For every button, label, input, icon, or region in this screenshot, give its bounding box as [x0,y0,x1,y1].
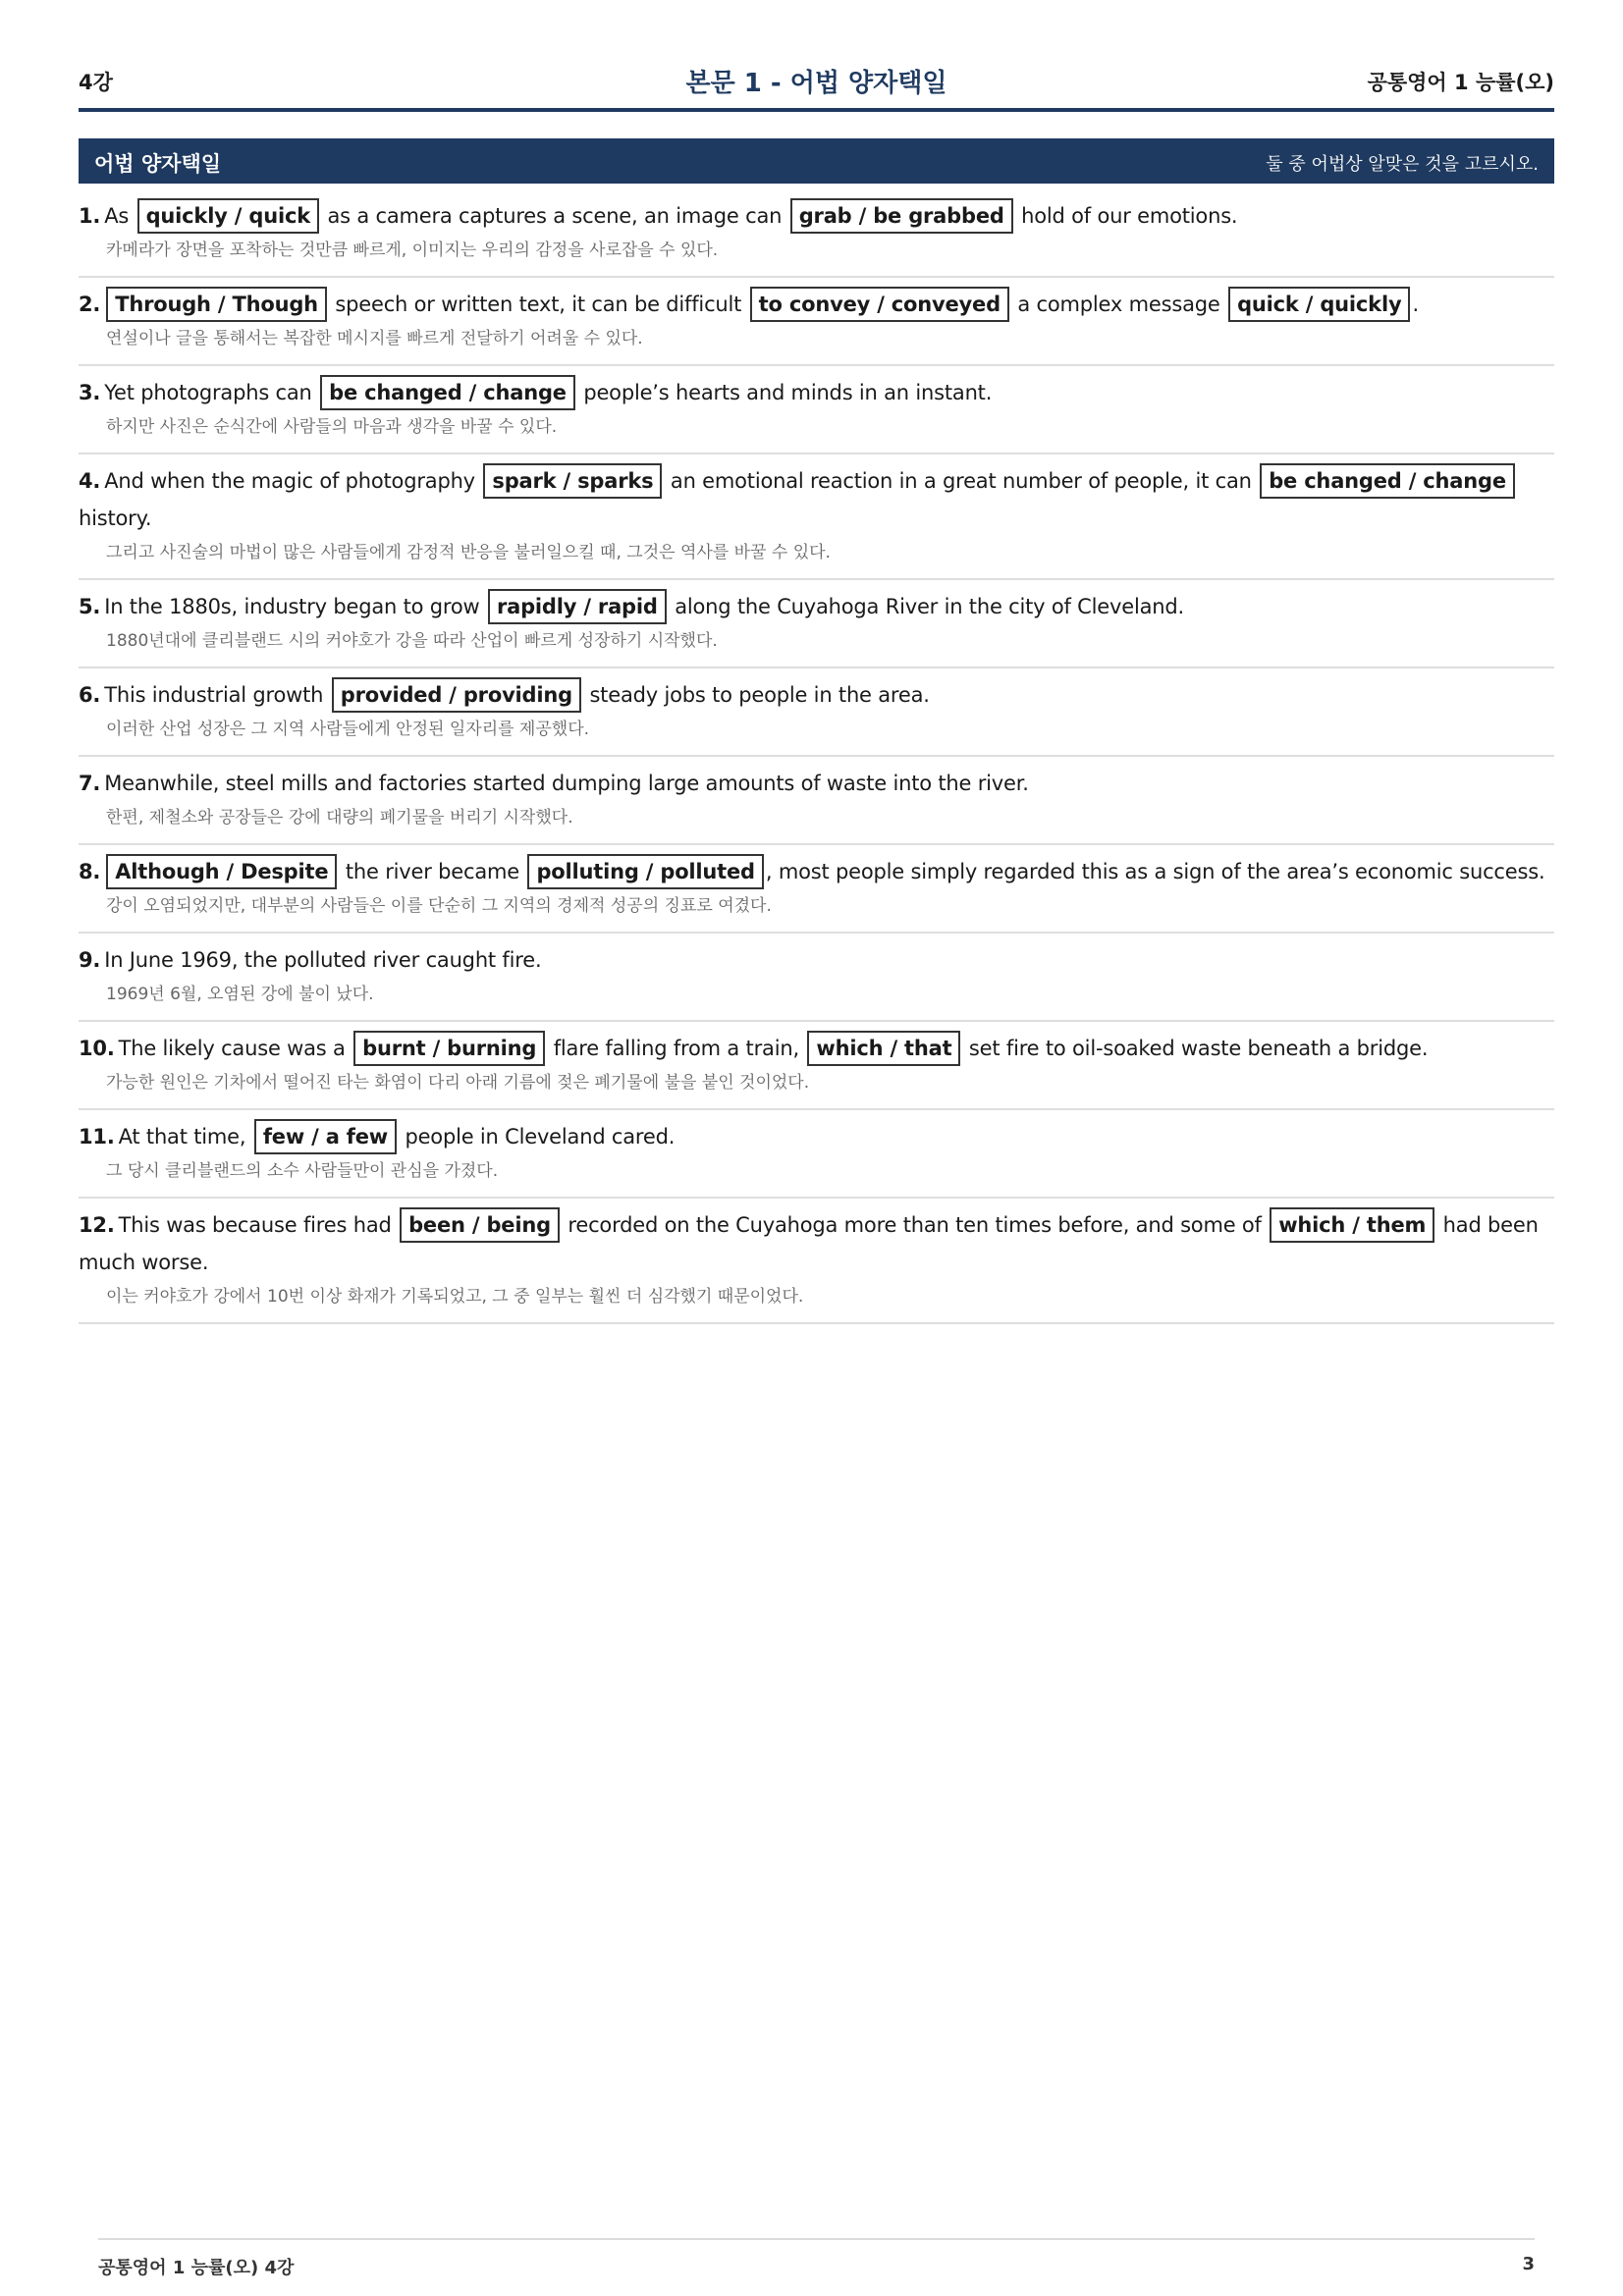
korean-translation: 연설이나 글을 통해서는 복잡한 메시지를 빠르게 전달하기 어려울 수 있다. [106,329,643,348]
sentence-text: speech or written text, it can be difficult [328,293,748,316]
sentence-text: hold of our emotions. [1014,204,1238,228]
sentence-text: As [104,204,135,228]
korean-translation: 하지만 사진은 순식간에 사람들의 마음과 생각을 바꿀 수 있다. [106,417,558,437]
sentence-text: . [1412,293,1419,316]
question-item [79,1199,1554,1324]
question-sentence [79,374,1554,411]
choice-box[interactable]: spark / sparks [483,463,662,499]
choice-box[interactable]: burnt / burning [353,1031,545,1066]
sentence-text: the river became [339,860,526,883]
section-bar [79,138,1554,184]
question-number: 9. [79,948,101,972]
question-item [79,366,1554,454]
korean-translation: 그리고 사진술의 마법이 많은 사람들에게 감정적 반응을 불러일으킬 때, 그것은 역사를 바꿀 수 있다. [106,543,831,562]
question-item [79,668,1554,757]
choice-box[interactable]: which / that [807,1031,960,1066]
choice-box[interactable]: provided / providing [332,677,581,713]
choice-box[interactable]: be changed / change [1260,463,1515,499]
korean-translation: 카메라가 장면을 포착하는 것만큼 빠르게, 이미지는 우리의 감정을 사로잡을 수 있다. [106,240,719,260]
question-sentence [79,676,1554,714]
sentence-text: This was because fires had [118,1213,399,1237]
sentence-text: steady jobs to people in the area. [582,683,930,707]
question-sentence [79,1030,1554,1067]
page-number: 3 [1522,2254,1535,2274]
choice-box[interactable]: Through / Though [106,287,327,322]
sentence-text: And when the magic of photography [104,469,482,493]
question-item [79,1110,1554,1199]
question-number: 7. [79,772,101,795]
sentence-text: , most people simply regarded this as a sign of the area’s economic success. [765,860,1545,883]
question-item [79,278,1554,366]
question-number: 11. [79,1125,115,1148]
korean-translation: 가능한 원인은 기차에서 떨어진 타는 화염이 다리 아래 기름에 젖은 폐기물에 불을 붙인 것이었다. [106,1073,810,1093]
korean-translation: 이는 커야호가 강에서 10번 이상 화재가 기록되었고, 그 중 일부는 훨씬 더 심각했기 때문이었다. [106,1287,804,1307]
question-list [79,189,1554,1324]
choice-box[interactable]: which / them [1270,1207,1434,1243]
question-number: 2. [79,293,101,316]
korean-translation: 그 당시 클리블랜드의 소수 사람들만이 관심을 가졌다. [106,1161,499,1181]
question-sentence [79,941,1554,979]
page-footer [98,2238,1535,2279]
question-sentence [79,286,1554,323]
korean-translation: 강이 오염되었지만, 대부분의 사람들은 이를 단순히 그 지역의 경제적 성공의 징표로 여겼다. [106,896,772,916]
question-item [79,1022,1554,1110]
footer-book-label: 공통영어 1 능률(오) 4강 [98,2258,295,2278]
sentence-text: In June 1969, the polluted river caught fire. [104,948,542,972]
question-sentence [79,1118,1554,1155]
sentence-text: set fire to oil-soaked waste beneath a bridge. [962,1037,1429,1060]
page-header [79,55,1554,112]
question-number: 4. [79,469,101,493]
question-sentence [79,197,1554,235]
korean-translation: 1880년대에 클리블랜드 시의 커야호가 강을 따라 산업이 빠르게 성장하기 시작했다. [106,631,718,651]
question-item [79,189,1554,278]
question-sentence [79,765,1554,802]
choice-box[interactable]: polluting / polluted [527,854,763,889]
choice-box[interactable]: to convey / conveyed [750,287,1009,322]
question-item [79,934,1554,1022]
sentence-text: people in Cleveland cared. [398,1125,676,1148]
question-item [79,757,1554,845]
section-instruction: 둘 중 어법상 알맞은 것을 고르시오. [1266,154,1539,175]
sentence-text: flare falling from a train, [547,1037,806,1060]
question-sentence [79,853,1554,890]
korean-translation: 한편, 제철소와 공장들은 강에 대량의 폐기물을 버리기 시작했다. [106,808,573,828]
question-number: 5. [79,595,101,618]
sentence-text: along the Cuyahoga River in the city of Cleveland. [668,595,1184,618]
sentence-text: had been much worse. [79,1213,1539,1274]
choice-box[interactable]: grab / be grabbed [790,198,1013,234]
worksheet-page [79,0,1554,2296]
choice-box[interactable]: been / being [400,1207,560,1243]
question-number: 12. [79,1213,115,1237]
sentence-text: an emotional reaction in a great number of people, it can [664,469,1259,493]
question-item [79,454,1554,580]
question-sentence [79,1206,1554,1281]
question-sentence [79,462,1554,537]
sentence-text: At that time, [118,1125,252,1148]
sentence-text: people’s hearts and minds in an instant. [576,381,993,404]
sentence-text: Yet photographs can [104,381,319,404]
question-number: 8. [79,860,101,883]
choice-box[interactable]: Although / Despite [106,854,337,889]
question-number: 1. [79,204,101,228]
sentence-text: history. [79,507,152,530]
lesson-label: 4강 [79,71,113,94]
sentence-text: a complex message [1010,293,1227,316]
choice-box[interactable]: few / a few [254,1119,397,1154]
sentence-text: In the 1880s, industry began to grow [104,595,486,618]
korean-translation: 1969년 6월, 오염된 강에 불이 났다. [106,985,374,1004]
sentence-text: recorded on the Cuyahoga more than ten times before, and some of [561,1213,1269,1237]
korean-translation: 이러한 산업 성장은 그 지역 사람들에게 안정된 일자리를 제공했다. [106,720,590,739]
sentence-text: This industrial growth [104,683,330,707]
question-number: 6. [79,683,101,707]
question-item [79,580,1554,668]
book-label: 공통영어 1 능률(오) [1367,71,1554,94]
choice-box[interactable]: rapidly / rapid [488,589,667,624]
sentence-text: as a camera captures a scene, an image can [320,204,788,228]
choice-box[interactable]: be changed / change [320,375,575,410]
choice-box[interactable]: quick / quickly [1228,287,1410,322]
page-title: 본문 1 - 어법 양자택일 [685,69,947,98]
question-item [79,845,1554,934]
question-sentence [79,588,1554,625]
question-number: 3. [79,381,101,404]
question-number: 10. [79,1037,115,1060]
section-title: 어법 양자택일 [94,152,222,176]
sentence-text: The likely cause was a [118,1037,352,1060]
choice-box[interactable]: quickly / quick [137,198,319,234]
sentence-text: Meanwhile, steel mills and factories started dumping large amounts of waste into the river. [104,772,1029,795]
